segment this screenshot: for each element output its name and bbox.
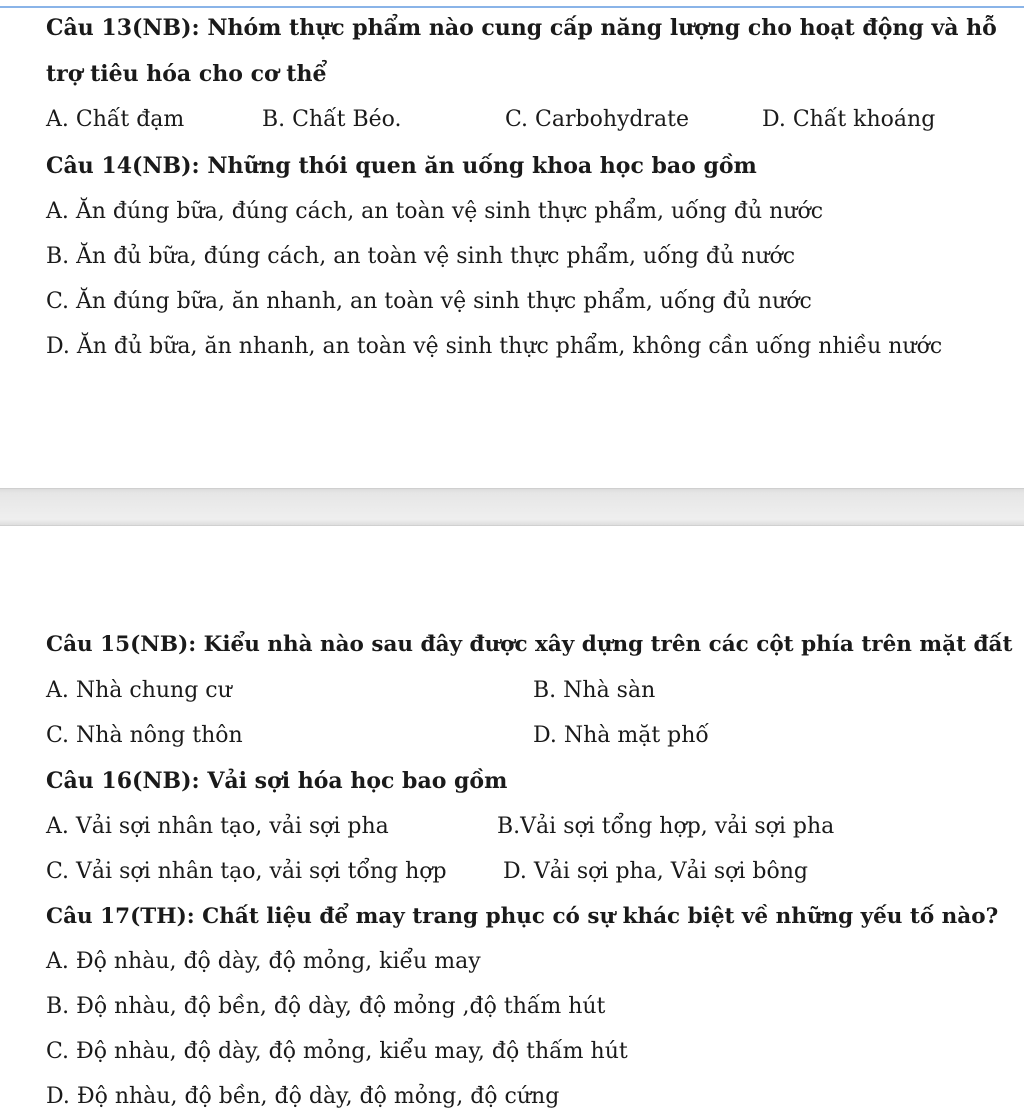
question-14-option-c: C. Ăn đúng bữa, ăn nhanh, an toàn vệ sinh thực phẩm, uống đủ nước xyxy=(46,289,812,314)
question-15-option-b: B. Nhà sàn xyxy=(533,678,656,703)
question-14-title: Câu 14(NB): Những thói quen ăn uống khoa học bao gồm xyxy=(46,153,757,179)
page-separator xyxy=(0,488,1024,526)
question-16-option-c: C. Vải sợi nhân tạo, vải sợi tổng hợp xyxy=(46,859,447,884)
document-page-1 xyxy=(0,0,1024,488)
question-16-option-b: B.Vải sợi tổng hợp, vải sợi pha xyxy=(497,814,835,839)
question-13-option-c: C. Carbohydrate xyxy=(505,107,690,132)
question-17-option-d: D. Độ nhàu, độ bền, độ dày, độ mỏng, độ cứng xyxy=(46,1084,560,1109)
question-13-title-line1: Câu 13(NB): Nhóm thực phẩm nào cung cấp năng lượng cho hoạt động và hỗ xyxy=(46,15,997,41)
question-16-option-d: D. Vải sợi pha, Vải sợi bông xyxy=(503,859,808,884)
question-15-title: Câu 15(NB): Kiểu nhà nào sau đây được xây dựng trên các cột phía trên mặt đất xyxy=(46,632,1013,657)
question-14-option-b: B. Ăn đủ bữa, đúng cách, an toàn vệ sinh thực phẩm, uống đủ nước xyxy=(46,244,796,269)
question-16-title: Câu 16(NB): Vải sợi hóa học bao gồm xyxy=(46,768,508,794)
question-15-option-a: A. Nhà chung cư xyxy=(46,678,232,703)
question-13-option-a: A. Chất đạm xyxy=(46,107,185,132)
question-14-option-d: D. Ăn đủ bữa, ăn nhanh, an toàn vệ sinh thực phẩm, không cần uống nhiều nước xyxy=(46,334,943,359)
question-16-option-a: A. Vải sợi nhân tạo, vải sợi pha xyxy=(46,814,389,839)
question-13-option-d: D. Chất khoáng xyxy=(762,107,936,132)
question-13-option-b: B. Chất Béo. xyxy=(262,107,402,132)
question-17-option-b: B. Độ nhàu, độ bền, độ dày, độ mỏng ,độ thấm hút xyxy=(46,994,606,1019)
question-13-title-line2: trợ tiêu hóa cho cơ thể xyxy=(46,61,327,87)
question-15-option-d: D. Nhà mặt phố xyxy=(533,723,709,748)
question-14-option-a: A. Ăn đúng bữa, đúng cách, an toàn vệ sinh thực phẩm, uống đủ nước xyxy=(46,199,824,224)
question-17-title: Câu 17(TH): Chất liệu để may trang phục có sự khác biệt về những yếu tố nào? xyxy=(46,904,999,929)
question-15-option-c: C. Nhà nông thôn xyxy=(46,723,243,748)
question-17-option-a: A. Độ nhàu, độ dày, độ mỏng, kiểu may xyxy=(46,949,481,974)
document-page-2 xyxy=(0,525,1024,1118)
question-17-option-c: C. Độ nhàu, độ dày, độ mỏng, kiểu may, độ thấm hút xyxy=(46,1039,628,1064)
